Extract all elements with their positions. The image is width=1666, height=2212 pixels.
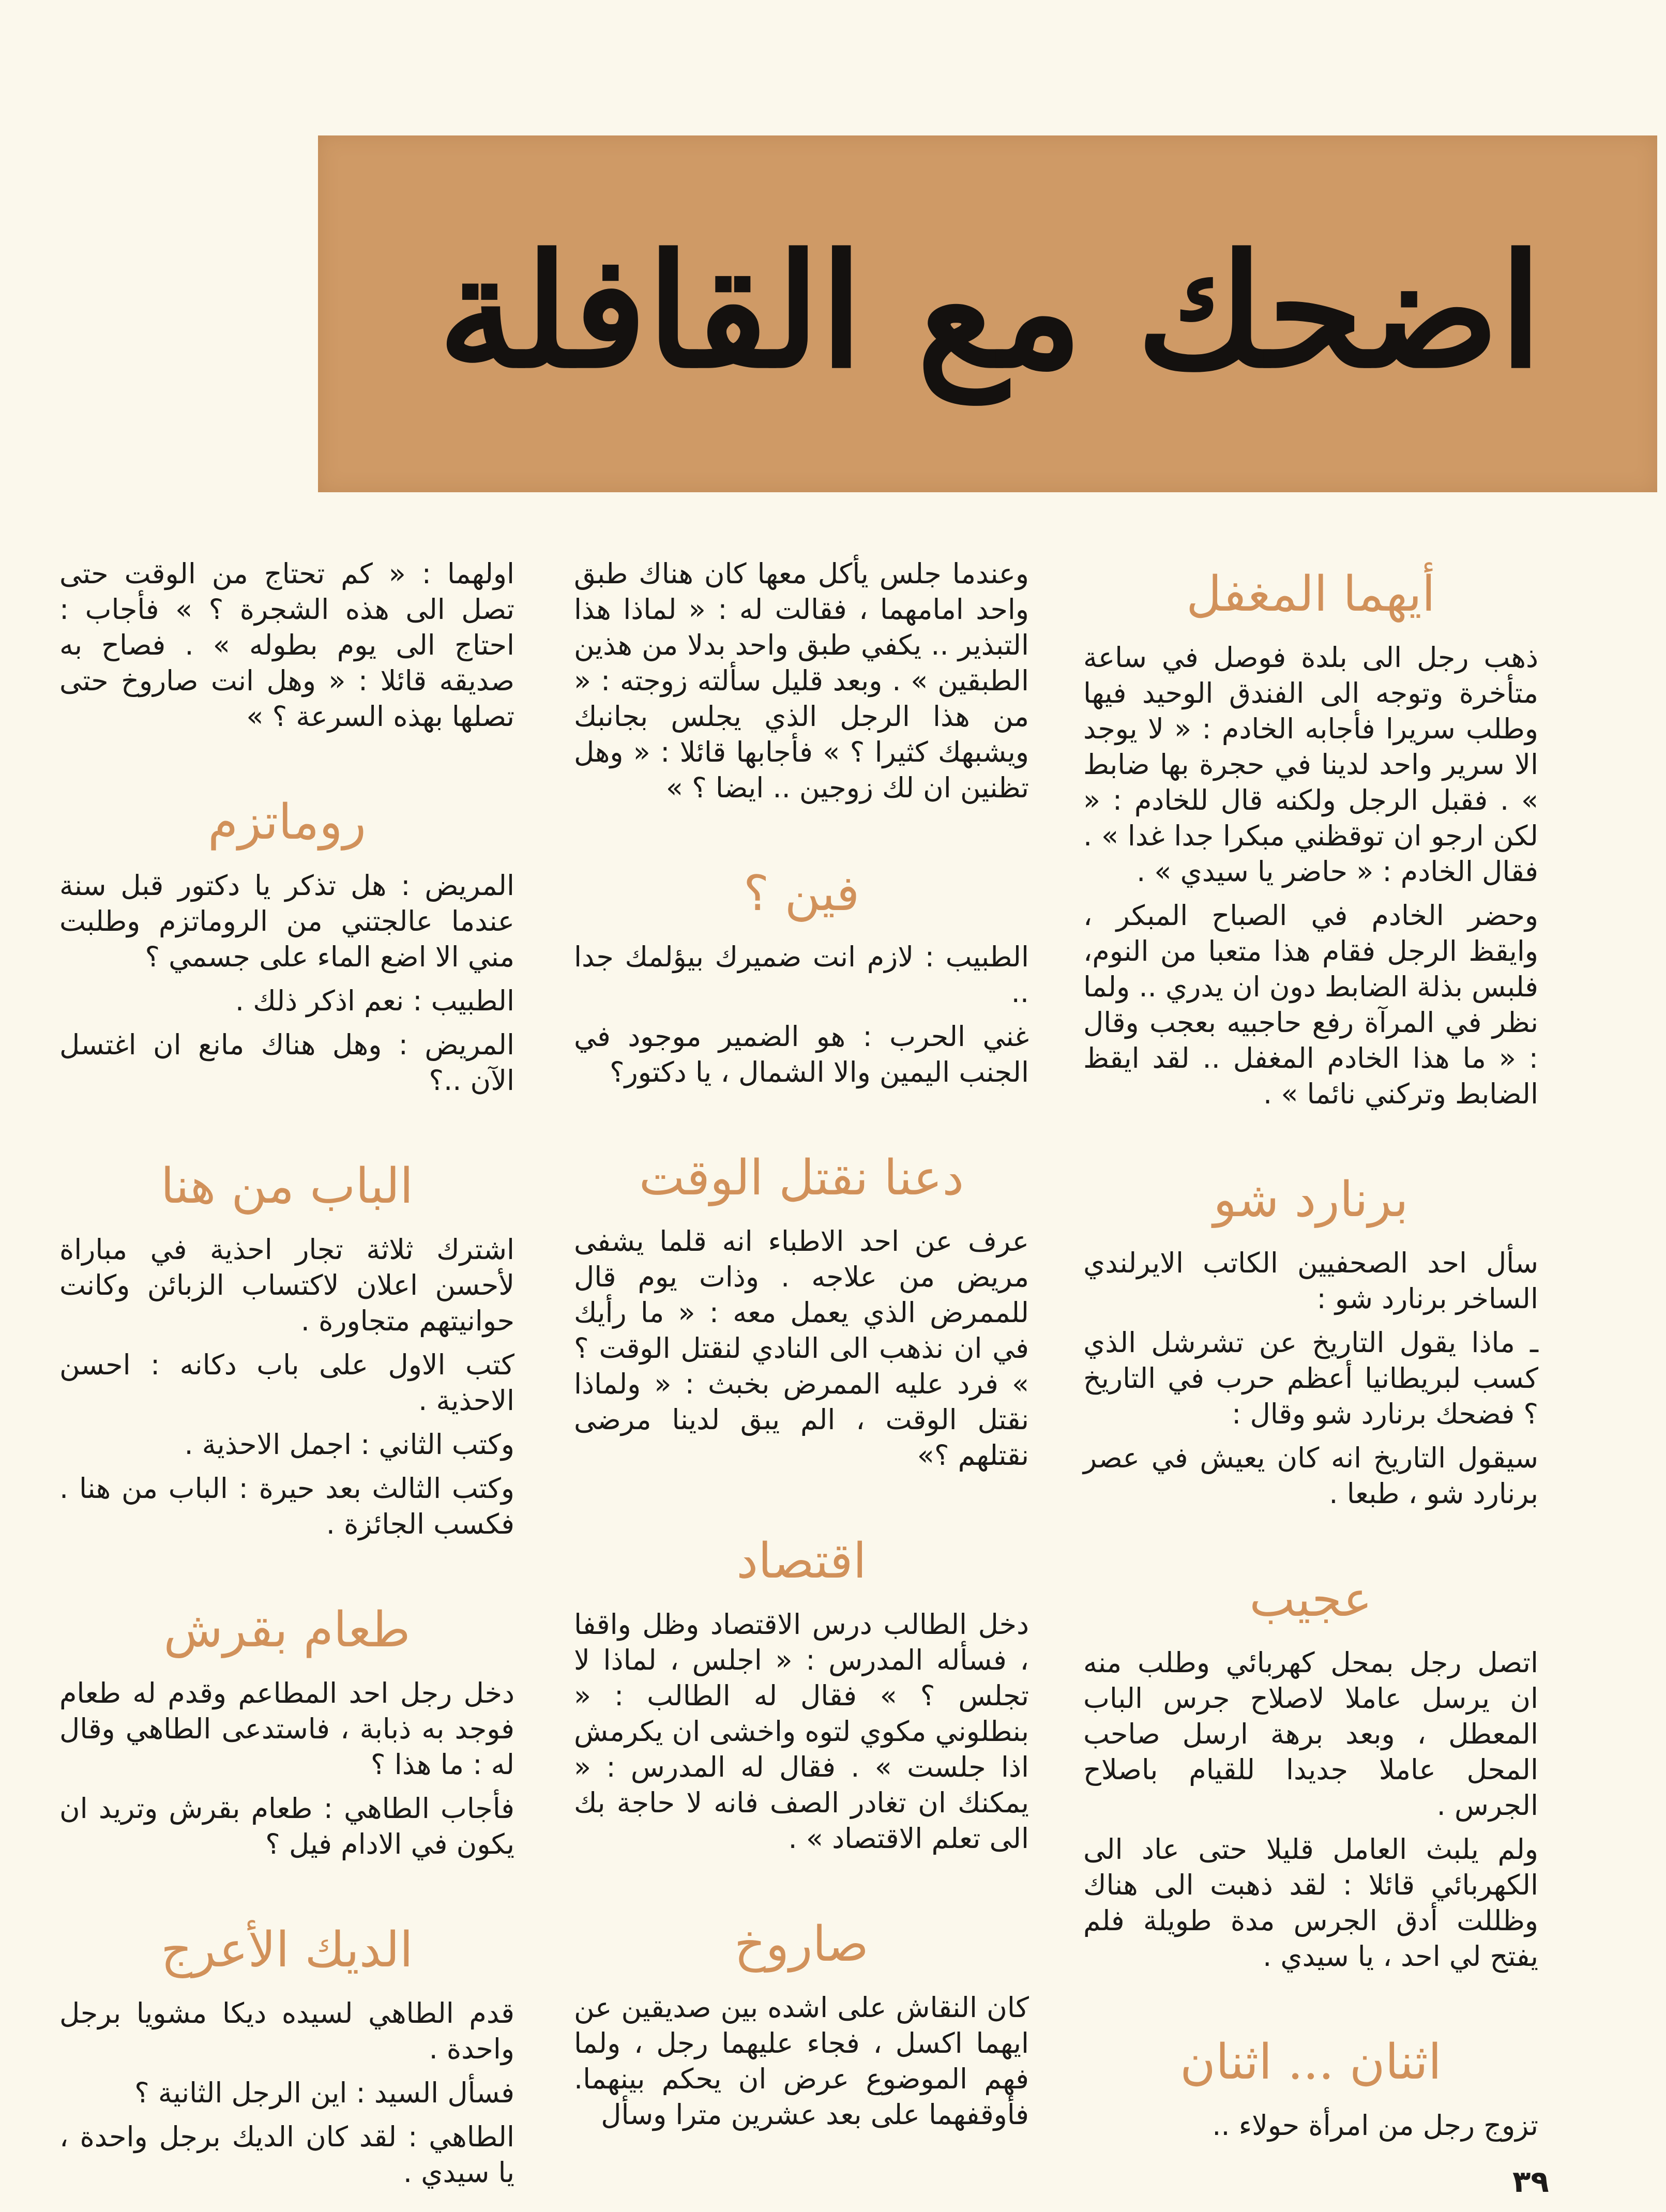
section-heading: أيهما المغفل	[1186, 566, 1435, 623]
page-title: اضحك مع القافلة	[438, 220, 1542, 402]
paragraph: فسأل السيد : اين الرجل الثانية ؟	[134, 2077, 514, 2109]
section-heading: دعنا نقتل الوقت	[639, 1150, 964, 1206]
section-heading: طعام بقرش	[163, 1602, 411, 1658]
section-heading: صاروخ	[734, 1916, 869, 1973]
paragraph: ولم يلبث العامل قليلا حتى عاد الى الكهربائي قائلا : لقد ذهبت الى هناك وظللت أدق الجرس مدة طويلة فلم يفتح لي احد ، يا سيدي .	[1083, 1833, 1538, 1973]
paragraph: وعندما جلس يأكل معها كان هناك طبق واحد امامهما ، فقالت له : « لماذا هذا التبذير .. يكفي طبق واحد بدلا من هذين الطبقين » . وبعد قليل سألته زوجته : « من هذا الرجل الذي يجلس بجانبك ويشبهك كثيرا ؟ » فأجابها قائلا : « وهل تظنين ان لك زوجين .. ايضا ؟ »	[574, 557, 1029, 804]
paragraph: عرف عن احد الاطباء انه قلما يشفى مريض من علاجه . وذات يوم قال للممرض الذي يعمل معه : « ما رأيك في ان نذهب الى النادي لنقتل الوقت ؟ » فرد عليه الممرض بخبث : « ولماذا نقتل الوقت ، الم يبق لدينا مرضى نقتلهم ؟»	[574, 1225, 1029, 1472]
section-heading: روماتزم	[207, 794, 366, 851]
column-left	[59, 556, 514, 2199]
paragraph: المريض : هل تذكر يا دكتور قبل سنة عندما عالجتني من الروماتزم وطلبت مني الا اضع الماء على جسمي ؟	[59, 869, 514, 973]
paragraph: الطاهي : لقد كان الديك برجل واحدة ، يا سيدي .	[59, 2120, 514, 2189]
section-heading: عجيب	[1249, 1571, 1372, 1628]
paragraph: وحضر الخادم في الصباح المبكر ، وايقظ الرجل فقام هذا متعبا من النوم، فلبس بذلة الضابط دون ان يدري .. ولما نظر في المرآة رفع حاجبيه بعجب وقال : « ما هذا الخادم المغفل .. لقد ايقظ الضابط وتركني نائما » .	[1083, 899, 1538, 1110]
paragraph: دخل رجل احد المطاعم وقدم له طعام فوجد به ذبابة ، فاستدعى الطاهي وقال له : ما هذا ؟	[59, 1677, 514, 1781]
page-number: ٣٩	[1512, 2164, 1549, 2199]
title-banner	[318, 135, 1657, 492]
paragraph: كتب الاول على باب دكانه : احسن الاحذية .	[59, 1349, 514, 1417]
section-heading: الديك الأعرج	[161, 1922, 413, 1978]
paragraph: ـ ماذا يقول التاريخ عن تشرشل الذي كسب لبريطانيا أعظم حرب في التاريخ ؟ فضحك برنارد شو وقال :	[1083, 1326, 1538, 1430]
paragraph: الطبيب : نعم اذكر ذلك .	[235, 984, 514, 1017]
paragraph: ذهب رجل الى بلدة فوصل في ساعة متأخرة وتوجه الى الفندق الوحيد فيها وطلب سريرا فأجابه الخادم : « لا يوجد الا سرير واحد لدينا في حجرة بها ضابط » . فقبل الرجل ولكنه قال للخادم : « لكن ارجو ان توقظني مبكرا جدا غدا » . فقال الخادم : « حاضر يا سيدي » .	[1083, 641, 1538, 888]
paragraph: كان النقاش على اشده بين صديقين عن ايهما اكسل ، فجاء عليهما رجل ، ولما فهم الموضوع عرض ان يحكم بينهما. فأوقفهما على بعد عشرين مترا وسأل	[574, 1991, 1029, 2131]
paragraph: دخل الطالب درس الاقتصاد وظل واقفا ، فسأله المدرس : « اجلس ، لماذا لا تجلس ؟ » فقال له الطالب : « بنطلوني مكوي لتوه واخشى ان يكرمش اذا جلست » . فقال له المدرس : « يمكنك ان تغادر الصف فانه لا حاجة بك الى تعلم الاقتصاد » .	[574, 1608, 1029, 1855]
paragraph: اولهما : « كم تحتاج من الوقت حتى تصل الى هذه الشجرة ؟ » فأجاب : احتاج الى يوم بطوله » . فصاح به صديقه قائلا : « وهل انت صاروخ حتى تصلها بهذه السرعة ؟ »	[59, 557, 514, 733]
section-heading: اثنان ... اثنان	[1179, 2034, 1442, 2090]
column-middle	[574, 556, 1029, 2141]
section-heading: الباب من هنا	[160, 1158, 414, 1215]
paragraph: سأل احد الصحفيين الكاتب الايرلندي الساخر برنارد شو :	[1083, 1247, 1538, 1315]
paragraph: المريض : وهل هناك مانع ان اغتسل الآن ..؟	[59, 1028, 514, 1097]
paragraph: غني الحرب : هو الضمير موجود في الجنب اليمين والا الشمال ، يا دكتور؟	[574, 1020, 1029, 1088]
paragraph: وكتب الثالث بعد حيرة : الباب من هنا . فكسب الجائزة .	[59, 1472, 514, 1540]
paragraph: وكتب الثاني : اجمل الاحذية .	[184, 1428, 514, 1461]
paragraph: الطبيب : لازم انت ضميرك بيؤلمك جدا ..	[574, 941, 1029, 1009]
section-heading: برنارد شو	[1213, 1172, 1408, 1228]
section-heading: اقتصاد	[736, 1533, 867, 1589]
column-right	[1083, 556, 1538, 2152]
paragraph: فأجاب الطاهي : طعام بقرش وتريد ان يكون في الادام فيل ؟	[59, 1792, 514, 1860]
section-heading: فين ؟	[743, 866, 860, 922]
paragraph: قدم الطاهي لسيده ديكا مشويا برجل واحدة .	[59, 1997, 514, 2065]
paragraph: اشترك ثلاثة تجار احذية في مباراة لأحسن اعلان لاكتساب الزبائن وكانت حوانيتهم متجاورة .	[59, 1233, 514, 1337]
paragraph: تزوج رجل من امرأة حولاء ..	[1212, 2109, 1538, 2142]
paragraph: اتصل رجل بمحل كهربائي وطلب منه ان يرسل عاملا لاصلاح جرس الباب المعطل ، وبعد برهة ارسل صاحب المحل عاملا جديدا للقيام باصلاح الجرس .	[1083, 1646, 1538, 1822]
paragraph: سيقول التاريخ انه كان يعيش في عصر برنارد شو ، طبعا .	[1083, 1442, 1538, 1510]
